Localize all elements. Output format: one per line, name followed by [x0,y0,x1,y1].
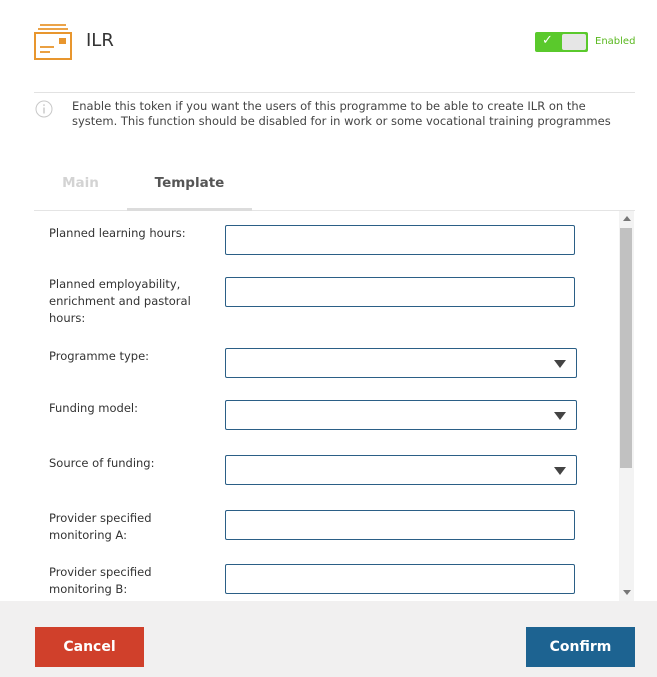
tab-main[interactable]: Main [62,175,99,191]
tab-bar [34,164,635,211]
chevron-down-icon [554,467,566,475]
dialog-footer [0,601,657,677]
monitoring-a-label: Provider specified monitoring A: [49,511,152,542]
programme-type-select[interactable] [225,348,577,378]
funding-model-select[interactable] [225,400,577,430]
planned-employability-hours-label: Planned employability, enrichment and pastoral hours: [49,277,191,325]
tab-template[interactable]: Template [127,164,252,211]
planned-learning-hours-input[interactable] [225,225,575,255]
info-description: Enable this token if you want the users of this programme to be able to create ILR on the system. This function should be disabled for in work or some vocational training programmes [72,99,611,128]
planned-employability-hours-input[interactable] [225,277,575,307]
toggle-status-label: Enabled [595,36,636,47]
check-icon: ✓ [542,33,553,48]
programme-type-label: Programme type: [49,349,150,363]
source-of-funding-label: Source of funding: [49,456,155,470]
chevron-down-icon [554,412,566,420]
planned-learning-hours-label: Planned learning hours: [49,226,186,240]
funding-model-label: Funding model: [49,401,138,415]
source-of-funding-select[interactable] [225,455,577,485]
cancel-button[interactable]: Cancel [35,627,144,667]
dialog-title: ILR [86,30,114,51]
scroll-up-arrow-icon[interactable] [623,216,631,221]
info-icon [35,100,53,118]
chevron-down-icon [554,360,566,368]
header-divider [34,92,635,93]
template-form [34,211,635,601]
enabled-toggle[interactable] [535,32,588,52]
monitoring-b-input[interactable] [225,564,575,594]
monitoring-b-label: Provider specified monitoring B: [49,565,152,596]
confirm-button[interactable]: Confirm [526,627,635,667]
scroll-down-arrow-icon[interactable] [623,590,631,595]
toggle-knob [562,34,586,50]
form-scrollbar[interactable] [619,211,634,601]
monitoring-a-input[interactable] [225,510,575,540]
document-token-icon [34,23,72,61]
dialog-header [0,0,657,92]
scrollbar-thumb[interactable] [620,228,632,468]
